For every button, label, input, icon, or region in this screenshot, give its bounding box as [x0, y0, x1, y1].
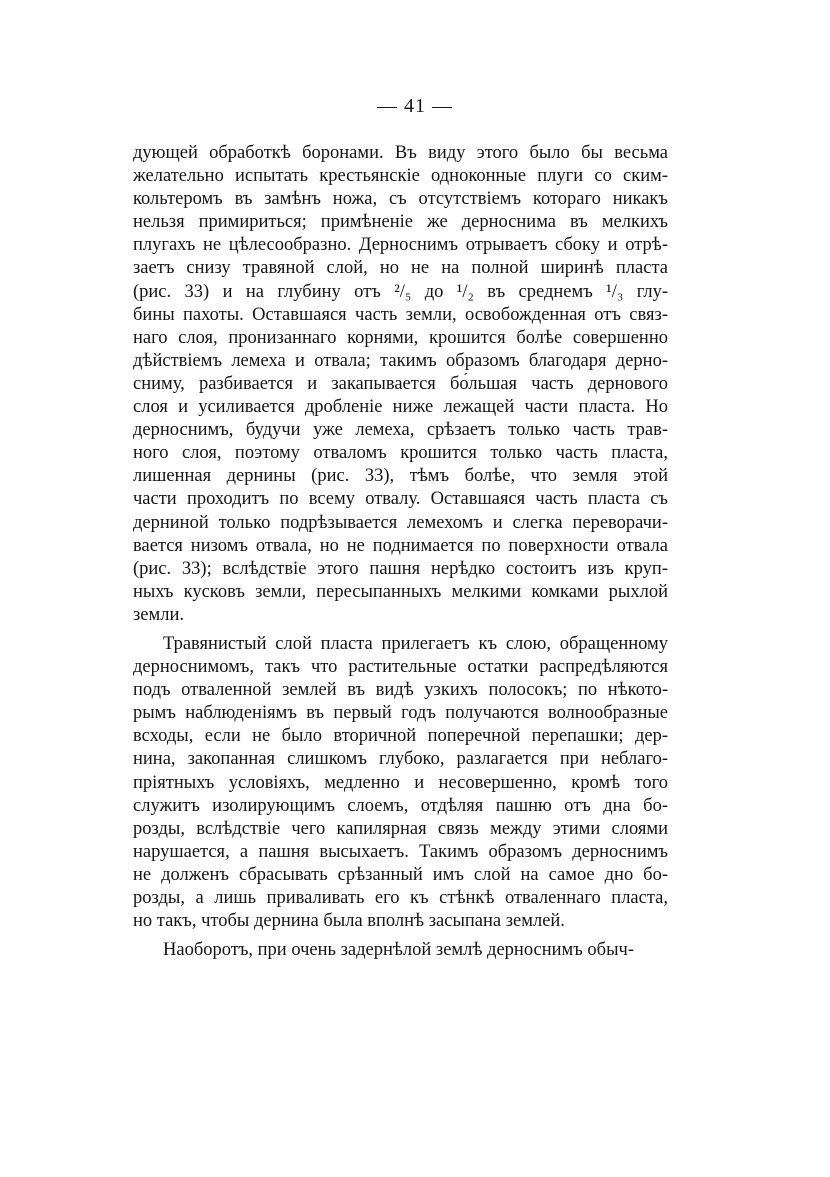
text-line: слоя и усиливается дробленіе ниже лежащей части пласта. Но — [133, 397, 668, 418]
text-line: нина, закопанная слишкомъ глубоко, разлагается при неблаго- — [133, 749, 668, 770]
text-line: части проходитъ по всему отвалу. Оставшаяся часть пласта съ — [133, 489, 668, 510]
text-line: лишенная дернины (рис. 33), тѣмъ болѣе, что земля этой — [133, 466, 668, 487]
text-line: дерноснимомъ, такъ что растительные остатки распредѣляются — [133, 657, 668, 678]
paragraph — [133, 633, 668, 933]
text-line: дерниной только подрѣзывается лемехомъ и слегка переворачи- — [133, 512, 668, 533]
page-number: — 41 — — [377, 95, 453, 117]
text-line: Травянистый слой пласта прилегаетъ къ слою, обращенному — [163, 633, 668, 654]
text-line: заетъ снизу травяной слой, но не на полной ширинѣ пласта — [133, 258, 668, 279]
text-line: вается низомъ отвала, но не поднимается по поверхности отвала — [133, 535, 668, 556]
body-text — [133, 142, 668, 962]
text-line: ныхъ кусковъ земли, пересыпанныхъ мелкими комками рыхлой — [133, 581, 668, 602]
text-line: (рис. 33) и на глубину отъ ²/₅ до ¹/₂ въ среднемъ ¹/₃ глу- — [133, 281, 668, 302]
text-line: нарушается, а пашня высыхаетъ. Такимъ образомъ дерноснимъ — [133, 841, 668, 862]
text-line: желательно испытать крестьянскіе одноконные плуги со ским- — [133, 166, 668, 187]
text-line: дующей обработкѣ боронами. Въ виду этого было бы весьма — [133, 143, 668, 163]
text-line: пріятныхъ условіяхъ, медленно и несовершенно, кромѣ того — [133, 772, 668, 793]
text-line: сниму, разбивается и закапывается бо́льшая часть дернового — [133, 373, 668, 394]
text-line: (рис. 33); вслѣдствіе этого пашня нерѣдко состоитъ изъ круп- — [133, 558, 668, 579]
text-line: кольтеромъ въ замѣнъ ножа, съ отсутствіемъ котораго никакъ — [133, 189, 668, 210]
text-line: рымъ наблюденіямъ въ первый годъ получаются волнообразные — [133, 703, 668, 724]
text-line: служитъ изолирующимъ слоемъ, отдѣляя пашню отъ дна бо- — [133, 795, 668, 816]
text-line: но такъ, чтобы дернина была вполнѣ засыпана землей. — [133, 911, 565, 932]
text-line: подъ отваленной землей въ видѣ узкихъ полосокъ; по нѣкото- — [133, 680, 668, 701]
text-line: Наоборотъ, при очень задернѣлой землѣ дерноснимъ обыч- — [163, 940, 634, 961]
text-line: розды, вслѣдствіе чего капилярная связь между этими слоями — [133, 818, 668, 839]
paragraph — [133, 939, 668, 962]
text-line: не долженъ сбрасывать срѣзанный имъ слой на самое дно бо- — [133, 864, 668, 885]
text-line: плугахъ не цѣлесообразно. Дерноснимъ отрываетъ сбоку и отрѣ- — [133, 235, 668, 256]
text-line: дѣйствіемъ лемеха и отвала; такимъ образомъ благодаря дерно- — [133, 350, 668, 371]
text-line: наго слоя, пронизаннаго корнями, крошится болѣе совершенно — [133, 327, 668, 348]
text-line: бины пахоты. Оставшаяся часть земли, освобожденная отъ связ- — [133, 304, 668, 325]
text-line: земли. — [133, 604, 184, 625]
text-line: ного слоя, поэтому отваломъ крошится только часть пласта, — [133, 443, 668, 464]
text-line: нельзя примириться; примѣненіе же дерноснима въ мелкихъ — [133, 212, 668, 233]
text-line: всходы, если не было вторичной поперечной перепашки; дер- — [133, 726, 668, 747]
text-line: дерноснимъ, будучи уже лемеха, срѣзаетъ только часть трав- — [133, 420, 668, 441]
text-line: розды, а лишь приваливать его къ стѣнкѣ отваленнаго пласта, — [133, 888, 668, 908]
paragraph — [133, 142, 668, 627]
